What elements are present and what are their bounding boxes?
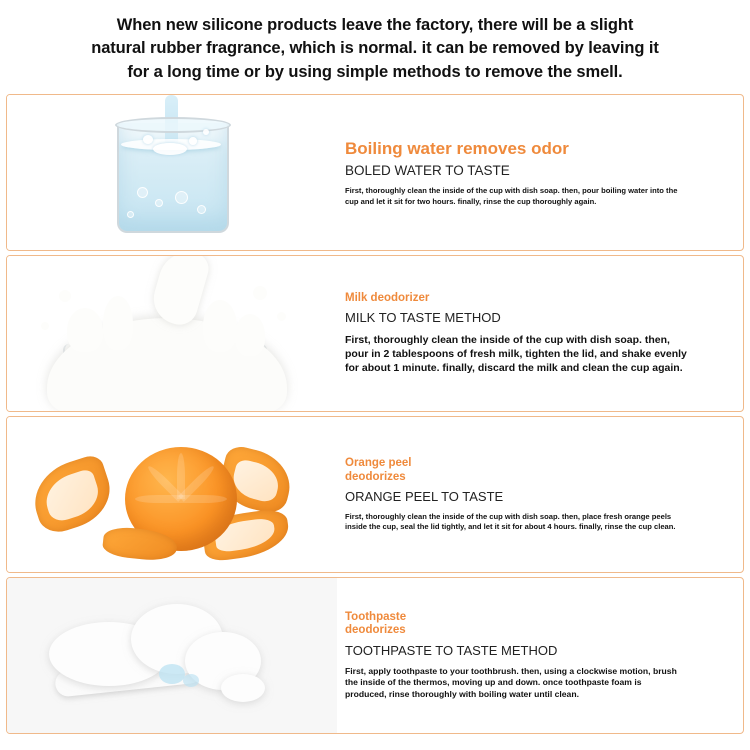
milk-droplet-icon: [277, 312, 286, 321]
toothpaste-illustration: [7, 578, 337, 733]
milk-droplet-icon: [253, 286, 267, 300]
illustration-alt-text: [7, 578, 8, 579]
method-body: First, thoroughly clean the inside of the cup with dish soap. then, pour boiling water into the cup and let it sit for two hours. finally, rinse the cup thoroughly again.: [345, 186, 678, 206]
milk-crown-icon: [203, 300, 237, 352]
method-title: Toothpaste deodorizes: [345, 611, 407, 637]
method-card-list: [0, 94, 750, 734]
method-card-milk: [6, 255, 744, 412]
milk-crown-icon: [103, 296, 133, 350]
method-subtitle: ORANGE PEEL TO TASTE: [345, 488, 504, 504]
method-card-boiling-water: [6, 94, 744, 251]
page-title-line-1: When new silicone products leave the factory, there will be a slight: [116, 16, 634, 34]
illustration-alt-text: [7, 95, 8, 96]
milk-droplet-icon: [41, 322, 49, 330]
method-card-toothpaste: [6, 577, 744, 734]
toothpaste-stripe-icon: [183, 674, 199, 687]
method-subtitle: BOLED WATER TO TASTE: [345, 163, 510, 179]
glass-of-water-illustration: [7, 95, 337, 250]
method-title: Boiling water removes odor: [345, 138, 569, 158]
method-body: First, thoroughly clean the inside of the cup with dish soap. then, pour in 2 tablespoons of fresh milk, tighten the lid, and shake evenly for about 1 minute. finally, discard the milk and clean the cup again.: [345, 334, 687, 375]
toothpaste-blob-icon: [221, 674, 265, 702]
illustration-alt-text: [7, 256, 8, 257]
milk-crown-icon: [67, 308, 103, 352]
method-title: Milk deodorizer: [345, 291, 430, 304]
orange-peel-illustration: [7, 417, 337, 572]
method-title: Orange peel deodorizes: [345, 457, 412, 483]
illustration-alt-text: [7, 417, 8, 418]
method-subtitle: MILK TO TASTE METHOD: [345, 310, 501, 326]
orange-segment-icon: [181, 495, 227, 503]
milk-droplet-icon: [59, 290, 71, 302]
page-title: [0, 0, 750, 94]
method-subtitle: TOOTHPASTE TO TASTE METHOD: [345, 642, 558, 658]
method-body: First, thoroughly clean the inside of the cup with dish soap. then, place fresh orange peels inside the cup, seal the lid tightly, and let it sit for about 4 hours. finally, rinse the cup clean.: [345, 511, 676, 531]
method-body: First, apply toothpaste to your toothbrush. then, using a clockwise motion, brush the inside of the thermos, moving up and down. once toothpaste foam is produced, rinse thoroughly with boiling water until clean.: [345, 665, 677, 699]
page-title-line-2: natural rubber fragrance, which is normal. it can be removed by leaving it: [91, 39, 659, 58]
orange-segment-icon: [135, 495, 181, 503]
method-card-orange-peel: [6, 416, 744, 573]
milk-crown-icon: [235, 314, 265, 356]
milk-splash-illustration: [7, 256, 337, 411]
page-title-line-3: for a long time or by using simple methods to remove the smell.: [127, 62, 623, 81]
